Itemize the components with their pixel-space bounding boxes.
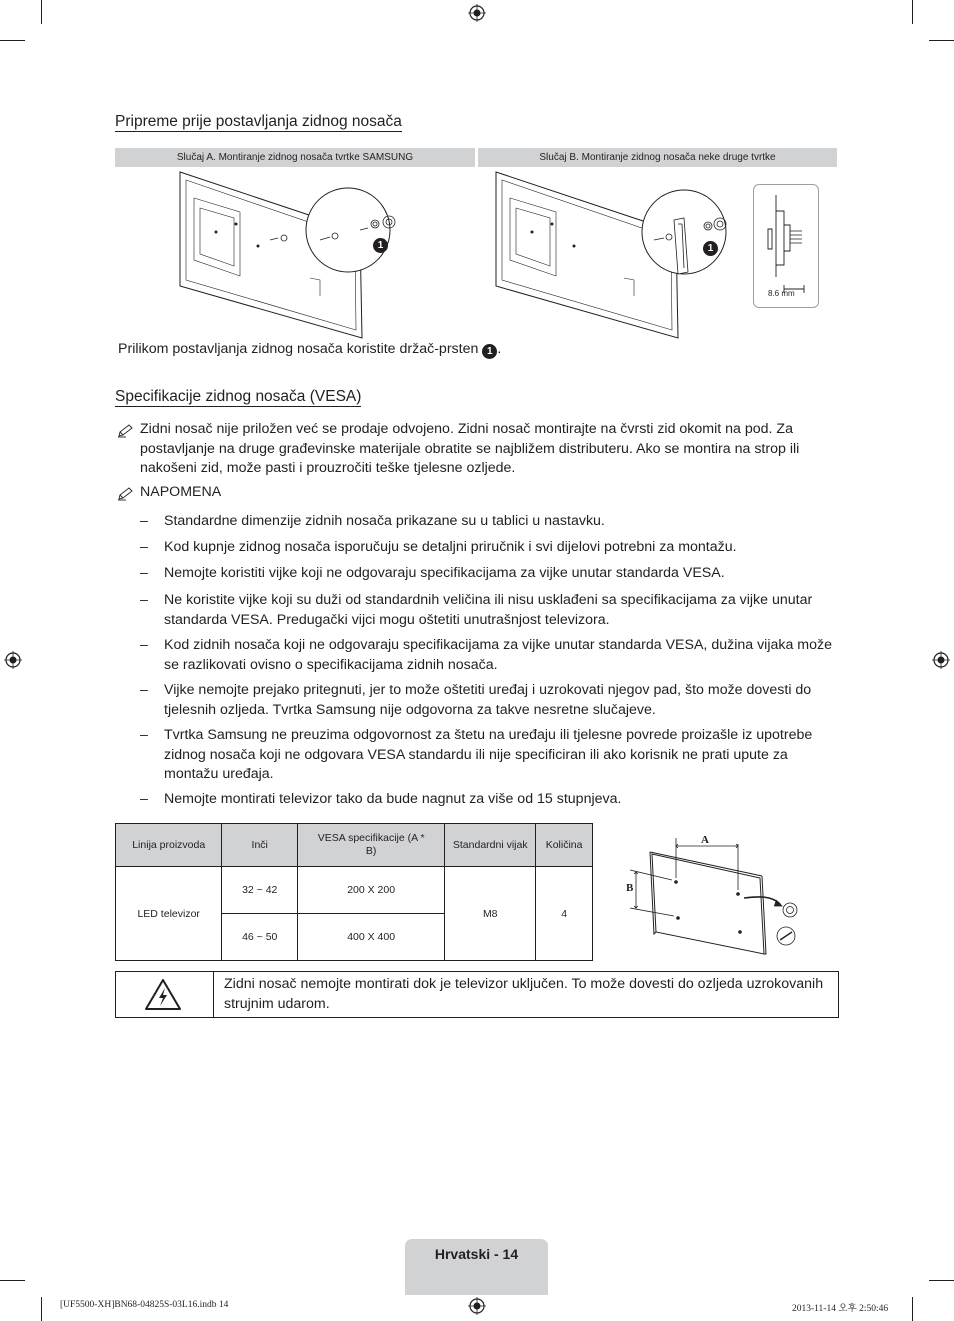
header-quantity: Količina (536, 824, 593, 867)
cell-vesa: 400 X 400 (298, 914, 445, 961)
note-pencil-icon (117, 424, 133, 438)
bullet-dash: – (140, 637, 148, 653)
dimension-label-a: A (701, 834, 709, 846)
bullet-item: Kod kupnje zidnog nosača isporučuju se detaljni priručnik i svi dijelovi potrebni za montažu. (164, 539, 737, 555)
header-inches: Inči (222, 824, 298, 867)
bullet-dash: – (140, 727, 148, 743)
note-pencil-icon (117, 487, 133, 501)
bullet-item: Standardne dimenzije zidnih nosača prikazane su u tablici u nastavku. (164, 513, 605, 529)
bullet-dash: – (140, 539, 148, 555)
section-title-vesa: Specifikacije zidnog nosača (VESA) (115, 388, 362, 405)
warning-box (115, 971, 839, 1018)
crop-mark (912, 1297, 913, 1321)
bullet-item: Tvrtka Samsung ne preuzima odgovornost za štetu na uređaju ili tjelesne povrede proizašle iz upotrebe zidnog nosača koji ne odgovara VESA standardu ili nije specificiran ili ako korisnik ne prati upute za montažu uređaja. (164, 727, 813, 782)
crop-mark (41, 0, 42, 24)
cell-inches: 46 ~ 50 (222, 914, 298, 961)
bullet-item: Kod zidnih nosača koji ne odgovaraju specifikacijama za vijke unutar standarda VESA, dužina vijaka može se razlikovati ovisno o specifikacijama zidnih nosača. (164, 637, 832, 673)
crop-mark (929, 1280, 954, 1281)
registration-mark-icon (4, 651, 22, 669)
bullet-item: Vijke nemojte prejako pritegnuti, jer to može oštetiti uređaj i uzrokovati njegov pad, što može dovesti do tjelesnih ozljeda. Tvrtka Samsung nije odgovorna za takve nesretne slučajeve. (164, 682, 812, 718)
bullet-item: Ne koristite vijke koji su duži od standardnih veličina ili nisu usklađeni sa specifikacijama za vijke unutar standarda VESA. Predugački vijci mogu oštetiti unutrašnjost televizora. (164, 592, 813, 628)
crop-mark (929, 40, 954, 41)
cell-quantity: 4 (536, 867, 593, 961)
registration-mark-icon (932, 651, 950, 669)
warning-text: Zidni nosač nemojte montirati dok je televizor uključen. To može dovesti do ozljeda uzrokovanih strujnim udarom. (224, 976, 824, 1012)
note-text: Zidni nosač nije priložen već se prodaje odvojeno. Zidni nosač montirajte na čvrsti zid okomit na pod. Za postavljanje na druge građevinske materijale obratite se najbližem distributeru. Ako se montira na strop ili nakošeni zid, može pasti i prouzročiti teške tjelesne ozljede. (140, 421, 800, 476)
header-product-line: Linija proizvoda (116, 824, 222, 867)
header-screw: Standardni vijak (445, 824, 536, 867)
instruction-text: Prilikom postavljanja zidnog nosača koristite držač-prsten 1 . (118, 341, 502, 357)
bullet-dash: – (140, 513, 148, 529)
electric-shock-warning-icon (144, 978, 182, 1011)
dimension-label-b: B (626, 882, 634, 894)
bullet-dash: – (140, 592, 148, 608)
case-b-illustration (488, 168, 738, 340)
print-file-info: [UF5500-XH]BN68-04825S-03L16.indb 14 (60, 1300, 229, 1310)
page-number: Hrvatski - 14 (434, 1246, 519, 1262)
print-date-info: 2013-11-14 오후 2:50:46 (792, 1304, 889, 1314)
napomena-label: NAPOMENA (140, 484, 222, 500)
table-header-row (116, 824, 593, 867)
cell-inches: 32 ~ 42 (222, 867, 298, 914)
bullet-dash: – (140, 791, 148, 807)
crop-mark (41, 1297, 42, 1321)
dimension-label: 8.6 mm (768, 289, 795, 298)
registration-mark-icon (468, 4, 486, 22)
registration-mark-icon (468, 1297, 486, 1315)
bullet-dash: – (140, 565, 148, 581)
bullet-item: Nemojte koristiti vijke koji ne odgovaraju specifikacijama za vijke unutar standarda VESA. (164, 565, 725, 581)
callout-number-inline: 1 (482, 344, 497, 359)
section-title-preparation: Pripreme prije postavljanja zidnog nosača (115, 113, 402, 130)
case-a-illustration (170, 168, 420, 340)
crop-mark (0, 40, 25, 41)
bullet-dash: – (140, 682, 148, 698)
crop-mark (0, 1280, 25, 1281)
callout-number-a: 1 (373, 234, 388, 253)
callout-number-b: 1 (703, 237, 718, 256)
cell-product-line: LED televizor (116, 867, 222, 961)
cell-screw: M8 (445, 867, 536, 961)
vesa-dimension-diagram (620, 830, 820, 960)
case-b-header: Slučaj B. Montiranje zidnog nosača neke druge tvrtke (478, 148, 837, 167)
bullet-item: Nemojte montirati televizor tako da bude nagnut za više od 15 stupnjeva. (164, 791, 622, 807)
case-a-header: Slučaj A. Montiranje zidnog nosača tvrtke SAMSUNG (115, 148, 475, 167)
table-row (116, 867, 593, 914)
crop-mark (912, 0, 913, 24)
cell-vesa: 200 X 200 (298, 867, 445, 914)
vesa-spec-table (115, 823, 593, 961)
screw-detail-box (753, 184, 819, 308)
header-vesa: VESA specifikacije (A * B) (298, 824, 445, 867)
